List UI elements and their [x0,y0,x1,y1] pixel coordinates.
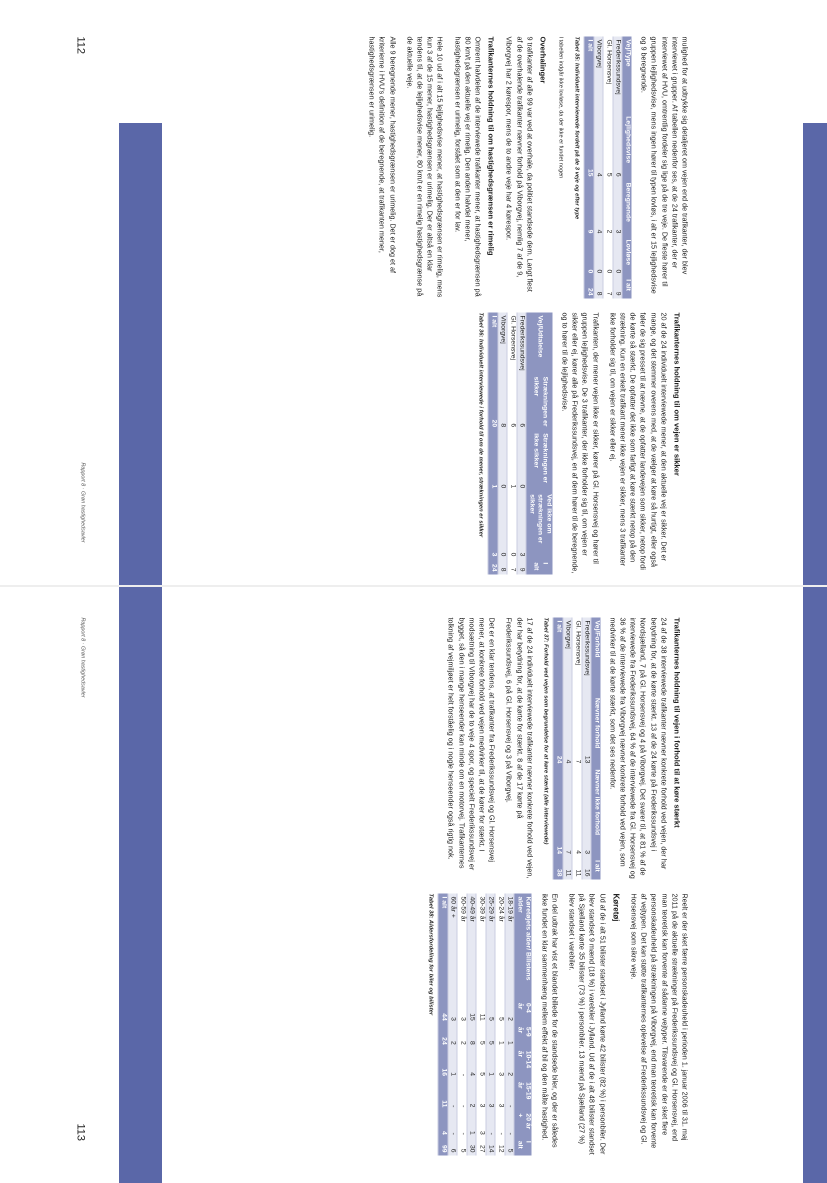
table-row: 20-24 år 5 1 3 3 - 12 [495,894,505,1156]
page-number: 112 [74,36,87,55]
table-header: Køretøjets alder/ Bilistens alder [514,894,532,1000]
section-heading: Trafikanternes holdning til vejen i forhold til at køre stærkt [672,617,682,828]
paragraph: 17 af de 24 individuelt interviewede trafikanter nævner konkrete forhold ved vejen, der har betydning for, at de kørte for stærkt. 8 af de 17 kørte på Frederikssundsvej, 6 på Gl. Horsensvej og 3 på Viborgvej. [504,617,535,879]
table-37 [553,618,601,880]
table-header: 10-14 år [514,1048,532,1079]
table-row: Viborgvej 4 7 11 [563,618,573,880]
table-row: Gl. Horsensvej 6 1 0 7 [507,313,517,575]
page-112-column-left [360,37,690,299]
paragraph: Trafikanten, der mener vejen ikke er sikker, kører på Gl. Horsensvej og hører til gruppen lejlighedsvise. De 3 trafikanter, der ikke forholder sig til, om vejen er sikker eller ej, kører alle på Frederikssundsvej, en af dem hører til de beregnende, og to hører til de lejlighedsvise. [560,312,601,574]
paragraph: Det er en klar tendens, at trafikanter fra Frederikssundsvej og Gl. Horsensvej mener, at konkrete forhold ved vejen medvirker til, at de kører for stærkt. I modsætning til Viborgvej har de to veje 4 spor, og specielt Frederikssundsvej er bygget, så den i mange henseender kan minde om en motorvej. Trafikanternes tolkning af vejmiljøet er helt forståelig og i nogle henseender også rigtig nok. [446,617,497,871]
table-row: 40-49 år 15 8 4 2 1 30 [467,894,477,1156]
paragraph: En del udtrak har vist et blandet billede for de standsede biler, og der er således ikke fundet en klar sammenhæng mellem effekt af bil og den målte hastighed. [540,893,560,1148]
table-row: Frederikssundsvej 6 3 0 9 [613,37,623,299]
table-header: Beregnende [622,180,631,237]
page-112-column-right [470,313,690,575]
table-header: Lejlighedsvise [622,113,631,179]
table-row: Gl. Horsensvej 7 4 11 [572,618,582,880]
table-row: 60 år + 3 2 1 - - 6 [448,894,458,1156]
table-header: I alt [622,276,631,298]
table-caption: Tabel 38: Aldersfordeling for biler og bilister [427,893,434,1016]
paragraph: Reelt er der sket færre personskadeuheld i perioden 1. januar 2006 til 31. maj 2011 på de aktuelle strækninger på Frederikssundsvej og Gl. Horsensvej, end man teoretisk kan forvente af sådanne vejtyper. Tilsvarende er der sket flere personskadeuheld på strækningen på Viborgvej, end man teoretisk kan forvente af vejtypen. Det kan støtte trafikanternes oplevelse af Frederikssundsvej og Gl. Horsensvej som sikre veje. [629,893,690,1149]
paragraph: Hele 10 ud af i alt 15 lejlighedsvise mener, at hastighedsgrænsen er rimelig, mens kun 3 af de 15 mener, hastighedsgrænsen er urimelig. Der er altså en klar tendens til, at de lejlighedsvise mener, 80 km/t er en rimelig hastighedsgrænse på de aktuelle veje. [405,36,445,298]
table-header: Ved ikke om strækningen er sikker [526,491,552,559]
table-36 [488,313,553,575]
table-header: Lovløse [622,236,631,276]
table-total-row: I alt 20 1 3 24 [488,313,498,575]
table-header: I alt [591,857,600,879]
table-header: Nævner ikke forhold [591,766,600,857]
page-footer: Rapport 8 · Grøn hastighedsavler [79,617,86,698]
section-heading: Trafikanternes holdning til om hastighedsgrænsen er rimelig [486,36,496,256]
table-38 [438,894,532,1156]
table-total-row: I alt 44 24 16 11 4 99 [438,894,448,1156]
table-header: I alt [526,559,552,574]
table-header: 5-9 år [514,1024,532,1048]
table-header: Vej/Type [622,37,631,114]
table-row: Gl. Horsensvej 5 2 0 7 [603,37,613,299]
table-caption: Tabel 36: Individuelt interviewede i forhold til om de mener, strækningen er sikker [477,312,484,538]
table-caption: Tabel 37: Forhold ved vejen som begrundelse for at køre stærkt (alle interviewede) [542,617,549,845]
paragraph: 20 af de 24 individuelt interviewede mener, at den aktuelle vej er sikker. Det er mange, og det stemmer overens med, at de vælger at køre så hurtigt, eller også føler de sig presset til at nævne, at de opfatter landevejen som sikker, netop fordi de kørte så stærkt. De opfatter det ikke som farligt at køre stærkt netop på den strækning. Kun en enkelt trafikant mener ikke vejen er sikker, mens 3 trafikanter ikke forholder sig til, om vejen er sikker eller ej. [608,312,669,570]
paragraph: Omtrent halvdelen af de interviewede trafikanter mener, at hastighedsgrænsen på 80 km/t på den aktuelle vej er rimelig. Den anden halvdel mener, hastighedsgrænsen er urimelig, forstået som at den er for lav. [453,36,483,297]
page-footer: Rapport 8 · Grøn hastighedsavler [79,462,86,543]
table-row: Frederikssundsvej 13 3 16 [582,618,592,880]
paragraph: 9 trafikanter af alle 99 var ved at overhale, da politiet standsede dem. Langt flest af de overhalende trafikanter nævner forhold på Viborgvej, nemlig 7 af de 9, Viborgvej har 2 kørespor, mens de to andre veje har 4 kørespor. [504,36,535,292]
table-header: Vej/Forhold [591,618,600,695]
intro-paragraph: mulighed for at udtrykke sig detaljeret om vejen end de trafikanter, der blev interviewet i grupper. Af tabellen nedenfor ses, at de 24 trafikanter, der er interviewet af HVU, omtrentlig fordeler sig lige på de tre veje. De fleste hører til gruppen lejlighedsvise, mens ingen hører til typen lovløs, i alt er 15 lejlighedsvise og 9 beregnende. [639,36,690,294]
page-113-column-right [420,894,690,1156]
paragraph: Ud af de i alt 51 bilister standset i Jylland kørte 42 bilister (82 %) i personbiler. Der blev standset 9 mænd (18 %) i varebiler i Jylland. Ud af de i alt 48 bilister standset på Sjælland kørte 35 bilister (73 %) i personbiler. 13 mænd på Sjælland (27 %) blev standset i varebiler. [567,893,608,1155]
table-row: Viborgvej 4 4 0 8 [594,37,604,299]
page-number: 113 [74,1123,87,1142]
table-note: I tabellen indgår ikke lovløse, da der ikke er fundet nogen [557,36,564,179]
table-total-row: I alt 15 9 0 24 [584,37,594,299]
page-separator [0,585,827,587]
table-header: I alt [514,1138,532,1156]
table-header: Vej/Udtalelse [526,313,552,374]
table-header: 20 år + [514,1110,532,1137]
page-113 [70,604,720,1159]
table-row: 30-39 år 11 5 5 3 3 27 [476,894,486,1156]
section-heading: Overhalinger [538,36,548,84]
table-header: Strækningen er sikker [526,374,552,431]
table-caption: Tabel 35: Individuelt interviewede fordelt på de 3 veje og efter type [573,36,580,220]
table-header: 15-19 år [514,1079,532,1110]
table-row: Frederikssundsvej 6 0 3 9 [517,313,527,575]
table-header: 0-4 år [514,1000,532,1024]
table-row: 50-59 år 3 2 - - - 5 [457,894,467,1156]
table-row: 18-19 år 2 1 2 - - 5 [505,894,515,1156]
page-band-right [803,123,827,1183]
table-row: Viborgvej 8 0 0 8 [498,313,508,575]
table-total-row: I alt 24 14 38 [553,618,563,880]
paragraph: Alle 9 beregnende mener, hastighedsgrænsen er urimelig. Det er dog et af kriterierne i HVU's definition af de beregnende, at trafikanten mener, hastighedsgrænsen er urimelig. [367,36,398,274]
paragraph: 24 af de 38 interviewede trafikanter nævner konkrete forhold ved vejen, der har betydning for, at de kørte stærkt. 13 af de 24 kørte på Frederikssundsvej i Nordsjælland, 7 på Gl. Horsensvej og 4 på Viborgvej. Det svarer til, at 81 % af de interviewede fra Frederikssundsvej, 64 % af de interviewede fra Gl. Horsensvej og 36 % af de interviewede fra Viborgvej nævner konkrete forhold ved vejen, som medvirker til at de kørte stærkt, som det ses nedenfor. [608,617,669,879]
table-header: Nævner forhold [591,695,600,767]
section-heading: Køretøj [611,893,621,922]
section-heading: Trafikanternes holdning til om vejen er sikker [672,312,682,476]
table-header: Strækningen er ikke sikker [526,430,552,491]
page-112 [70,23,720,578]
table-row: 25-29 år 5 5 1 3 - 14 [486,894,496,1156]
page-113-column-left [439,618,690,880]
table-35 [584,37,632,299]
